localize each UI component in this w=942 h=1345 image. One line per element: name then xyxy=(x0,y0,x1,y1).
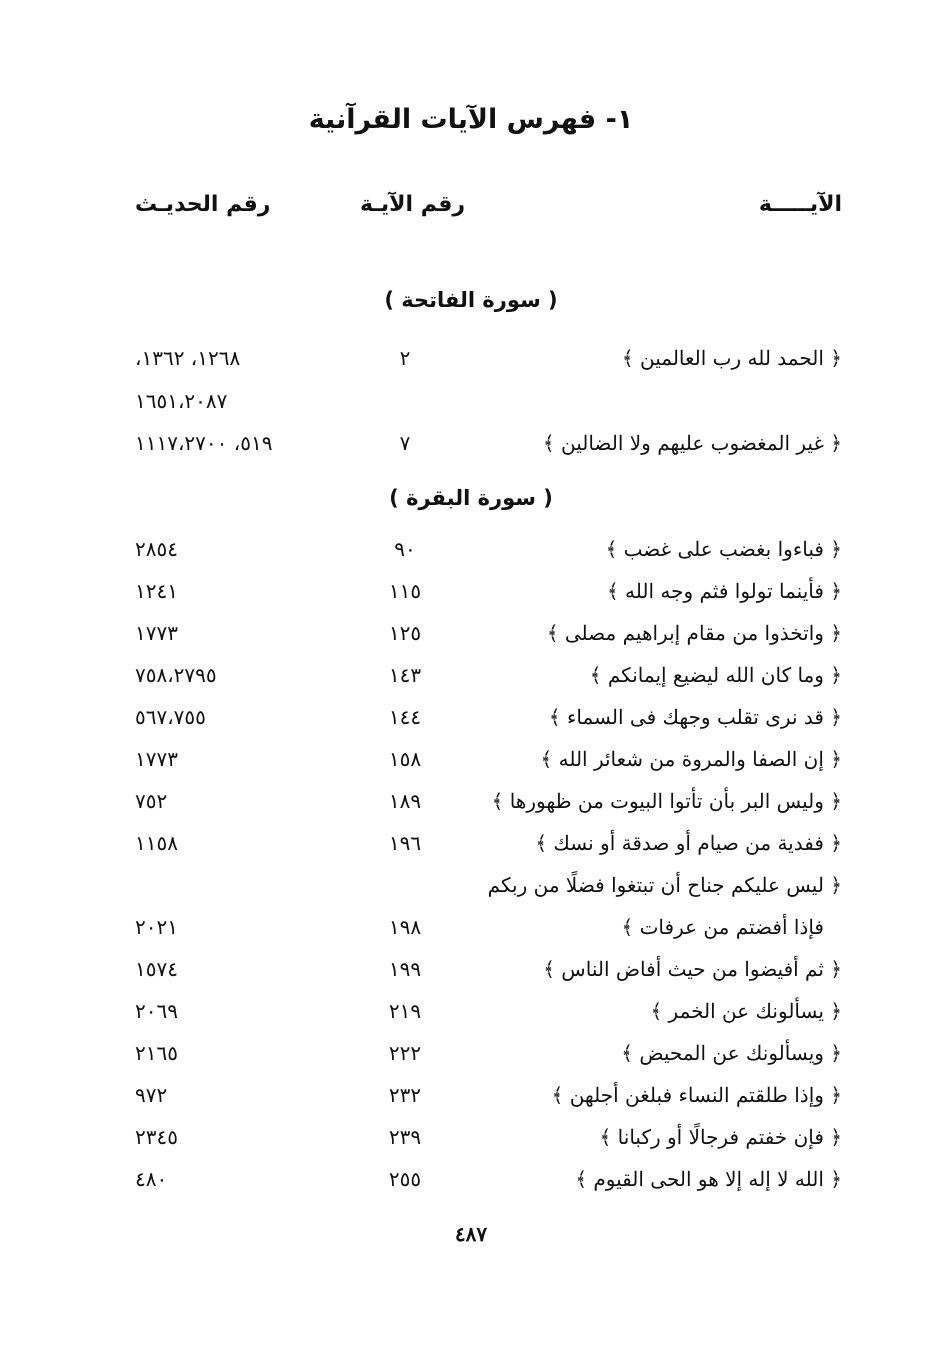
table-row xyxy=(0,789,942,823)
table-row xyxy=(0,1083,942,1117)
surah-heading-fatiha: ( سورة الفاتحة ) xyxy=(384,288,558,312)
table-row xyxy=(0,915,942,949)
ayah-number: ١٩٨ xyxy=(388,915,422,939)
ayah-number: ٢٣٩ xyxy=(388,1125,422,1149)
table-row xyxy=(0,1167,942,1201)
verse-text: ﴿ فأينما تولوا فثم وجه الله ﴾ xyxy=(606,579,842,603)
verse-text: ﴿ الله لا إله إلا هو الحى القيوم ﴾ xyxy=(575,1167,842,1191)
verse-text: ﴿ فإن خفتم فرجالًا أو ركبانا ﴾ xyxy=(599,1125,842,1149)
table-row xyxy=(0,957,942,991)
surah-heading-baqarah: ( سورة البقرة ) xyxy=(389,486,553,510)
verse-text: ﴿ ويسألونك عن المحيض ﴾ xyxy=(621,1041,842,1065)
hadith-numbers: ٧٥٢ xyxy=(135,789,168,813)
ayah-number: ٢١٩ xyxy=(388,999,422,1023)
table-row xyxy=(0,537,942,571)
column-header-hadith-number: رقم الحديـث xyxy=(135,192,271,217)
verse-text: ﴿ قد نرى تقلب وجهك فى السماء ﴾ xyxy=(548,705,842,729)
ayah-number: ٢٥٥ xyxy=(388,1167,422,1191)
ayah-number: ٢٢٢ xyxy=(388,1041,422,1065)
hadith-numbers: ٢٠٢١ xyxy=(135,915,178,939)
hadith-numbers: ٢١٦٥ xyxy=(135,1041,178,1065)
table-row xyxy=(0,999,942,1033)
ayah-number: ١٥٨ xyxy=(388,747,422,771)
hadith-numbers: ١٧٧٣ xyxy=(135,747,178,771)
verse-text: ﴿ إن الصفا والمروة من شعائر الله ﴾ xyxy=(540,747,842,771)
table-row xyxy=(0,705,942,739)
verse-text: ﴿ يسألونك عن الخمر ﴾ xyxy=(650,999,842,1023)
verse-text: ﴿ ليس عليكم جناح أن تبتغوا فضلًا من ربكم xyxy=(487,873,842,897)
verse-text: ﴿ واتخذوا من مقام إبراهيم مصلى ﴾ xyxy=(546,621,842,645)
hadith-numbers: ١١٥٨ xyxy=(135,831,178,855)
ayah-number: ٢ xyxy=(399,346,411,370)
verse-text: ﴿ ففدية من صيام أو صدقة أو نسك ﴾ xyxy=(535,831,842,855)
table-row xyxy=(0,831,942,865)
ayah-number: ١١٥ xyxy=(388,579,422,603)
ayah-number: ٢٣٢ xyxy=(388,1083,422,1107)
table-row xyxy=(0,431,942,465)
ayah-number: ١٩٩ xyxy=(388,957,422,981)
verse-text: ﴿ الحمد لله رب العالمين ﴾ xyxy=(621,346,842,370)
table-row xyxy=(0,346,942,380)
ayah-number: ٧ xyxy=(399,431,411,455)
hadith-numbers: ٧٥٨،٢٧٩٥ xyxy=(135,663,217,687)
ayah-number: ١٢٥ xyxy=(388,621,422,645)
table-row xyxy=(0,663,942,697)
hadith-numbers: ٢٠٦٩ xyxy=(135,999,178,1023)
hadith-numbers: ١٢٤١ xyxy=(135,579,178,603)
table-row xyxy=(0,1125,942,1159)
page-number: ٤٨٧ xyxy=(454,1222,488,1246)
hadith-numbers: ١٥٧٤ xyxy=(135,957,178,981)
ayah-number: ١٨٩ xyxy=(388,789,422,813)
verse-text: ﴿ وإذا طلقتم النساء فبلغن أجلهن ﴾ xyxy=(551,1083,842,1107)
hadith-numbers: ٥٦٧،٧٥٥ xyxy=(135,705,206,729)
verse-text: ﴿ ثم أفيضوا من حيث أفاض الناس ﴾ xyxy=(543,957,842,981)
hadith-numbers: ١٧٧٣ xyxy=(135,621,178,645)
page-title: ١- فهرس الآيات القرآنية xyxy=(308,104,634,135)
hadith-numbers: ٢٣٤٥ xyxy=(135,1125,178,1149)
hadith-numbers: ٥١٩، ١١١٧،٢٧٠٠ xyxy=(135,431,273,455)
hadith-numbers: ٢٨٥٤ xyxy=(135,537,178,561)
verse-text: فإذا أفضتم من عرفات ﴾ xyxy=(621,915,824,939)
ayah-number: ٩٠ xyxy=(394,537,416,561)
column-header-ayah-number: رقم الآيـة xyxy=(360,192,466,217)
verse-text: ﴿ وما كان الله ليضيع إيمانكم ﴾ xyxy=(589,663,842,687)
hadith-numbers: ٩٧٢ xyxy=(135,1083,168,1107)
ayah-number: ١٤٣ xyxy=(388,663,422,687)
verse-text: ﴿ غير المغضوب عليهم ولا الضالين ﴾ xyxy=(542,431,842,455)
table-row xyxy=(0,747,942,781)
table-row xyxy=(0,579,942,613)
ayah-number: ١٩٦ xyxy=(388,831,422,855)
verse-text: ﴿ وليس البر بأن تأتوا البيوت من ظهورها ﴾ xyxy=(491,789,842,813)
hadith-numbers: ١٢٦٨، ١٣٦٢، xyxy=(135,346,241,370)
hadith-numbers: ٤٨٠ xyxy=(135,1167,168,1191)
table-row xyxy=(0,621,942,655)
verse-text: ﴿ فباءوا بغضب على غضب ﴾ xyxy=(605,537,842,561)
table-row xyxy=(0,389,942,423)
column-header-verse: الآيـــــة xyxy=(758,192,842,217)
table-row xyxy=(0,873,942,907)
ayah-number: ١٤٤ xyxy=(388,705,422,729)
table-row xyxy=(0,1041,942,1075)
hadith-numbers: ١٦٥١،٢٠٨٧ xyxy=(135,389,228,413)
